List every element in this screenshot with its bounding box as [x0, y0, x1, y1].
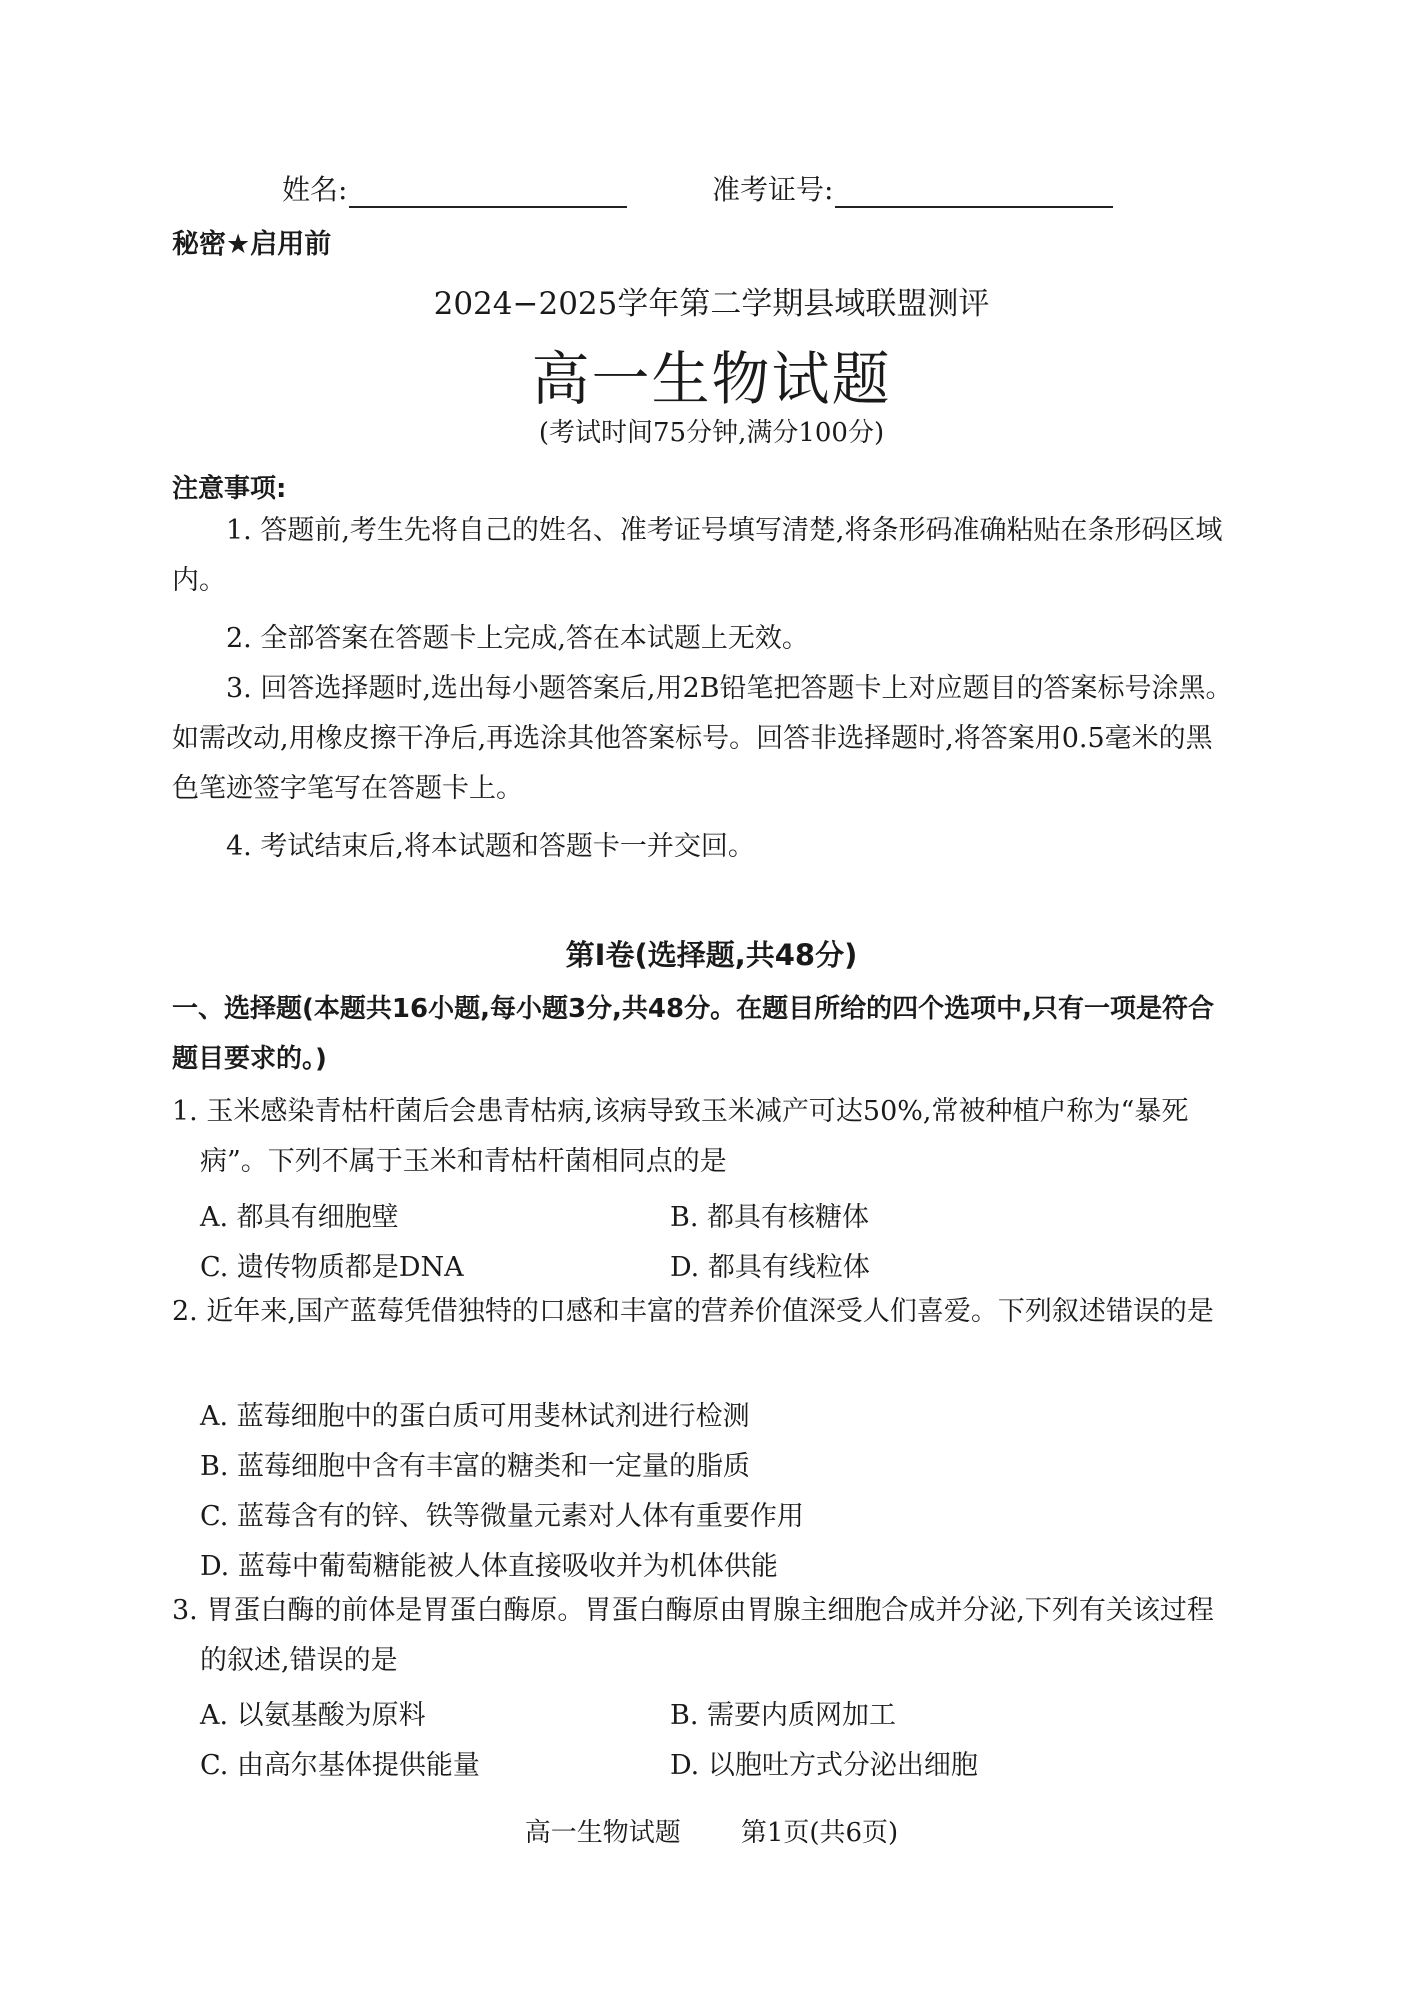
page-title: 高一生物试题	[531, 345, 892, 413]
name-blank-line[interactable]	[349, 176, 627, 208]
footer-page-number: 第1页(共6页)	[740, 1818, 899, 1848]
notice-item-2: 2. 全部答案在答题卡上完成,答在本试题上无效。	[226, 623, 809, 654]
notice-heading: 注意事项:	[172, 474, 287, 504]
name-field[interactable]	[282, 168, 627, 208]
question-2-option-c[interactable]: C. 蓝莓含有的锌、铁等微量元素对人体有重要作用	[200, 1501, 804, 1532]
question-1-option-b[interactable]: B. 都具有核糖体	[670, 1202, 870, 1233]
section-intro: 一、选择题(本题共16小题,每小题3分,共48分。在题目所给的四个选项中,只有一项是符合题目要求的。)	[172, 994, 1214, 1074]
question-1-stem: 1. 玉米感染青枯杆菌后会患青枯病,该病导致玉米减产可达50%,常被种植户称为“暴死病”。下列不属于玉米和青枯杆菌相同点的是	[172, 1096, 1189, 1177]
name-label: 姓名:	[282, 173, 348, 206]
question-1-option-c[interactable]: C. 遗传物质都是DNA	[200, 1252, 464, 1283]
question-3-stem: 3. 胃蛋白酶的前体是胃蛋白酶原。胃蛋白酶原由胃腺主细胞合成并分泌,下列有关该过程的叙述,错误的是	[172, 1595, 1214, 1676]
exam-id-label: 准考证号:	[712, 173, 834, 206]
question-1-option-a[interactable]: A. 都具有细胞壁	[200, 1202, 399, 1233]
question-3-option-d[interactable]: D. 以胞吐方式分泌出细胞	[670, 1750, 978, 1781]
question-3-option-a[interactable]: A. 以氨基酸为原料	[200, 1700, 426, 1731]
time-note: (考试时间75分钟,满分100分)	[538, 418, 885, 448]
question-2-option-b[interactable]: B. 蓝莓细胞中含有丰富的糖类和一定量的脂质	[200, 1451, 751, 1482]
question-1-option-d[interactable]: D. 都具有线粒体	[670, 1252, 870, 1283]
page-footer	[0, 1812, 1423, 1849]
exam-subtitle: 2024−2025学年第二学期县域联盟测评	[433, 286, 990, 322]
question-3-option-b[interactable]: B. 需要内质网加工	[670, 1700, 897, 1731]
question-2-option-d[interactable]: D. 蓝莓中葡萄糖能被人体直接吸收并为机体供能	[200, 1551, 778, 1582]
footer-title: 高一生物试题	[524, 1818, 681, 1848]
question-2-stem: 2. 近年来,国产蓝莓凭借独特的口感和丰富的营养价值深受人们喜爱。下列叙述错误的是	[172, 1296, 1214, 1327]
notice-item-3: 3. 回答选择题时,选出每小题答案后,用2B铅笔把答题卡上对应题目的答案标号涂黑。如需改动,用橡皮擦干净后,再选涂其他答案标号。回答非选择题时,将答案用0.5毫米的黑色笔迹签字笔写在答题卡上。	[172, 673, 1233, 804]
exam-id-field[interactable]	[712, 168, 1113, 208]
exam-id-blank-line[interactable]	[835, 176, 1113, 208]
section-title: 第Ⅰ卷(选择题,共48分)	[565, 938, 858, 972]
question-2-option-a[interactable]: A. 蓝莓细胞中的蛋白质可用斐林试剂进行检测	[200, 1401, 750, 1432]
notice-item-4: 4. 考试结束后,将本试题和答题卡一并交回。	[226, 831, 755, 862]
notice-item-1: 1. 答题前,考生先将自己的姓名、准考证号填写清楚,将条形码准确粘贴在条形码区域内。	[172, 515, 1223, 596]
secret-mark: 秘密★启用前	[172, 229, 332, 260]
question-3-option-c[interactable]: C. 由高尔基体提供能量	[200, 1750, 480, 1781]
